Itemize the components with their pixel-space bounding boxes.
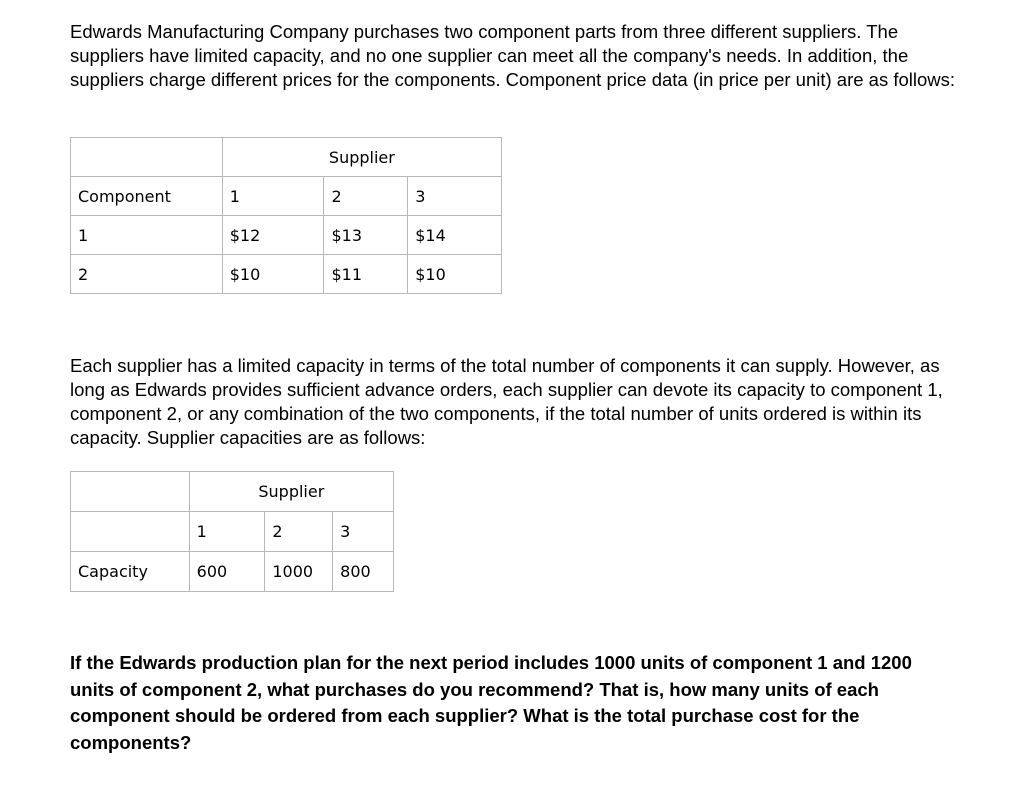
table-cell-blank [71, 472, 190, 512]
table-row [71, 216, 502, 255]
supplier-header: Supplier [222, 138, 501, 177]
capacity-cell: 800 [333, 552, 394, 592]
capacity-cell: 600 [189, 552, 265, 592]
price-cell: $10 [222, 255, 324, 294]
capacity-paragraph: Each supplier has a limited capacity in terms of the total number of components it can supply. However, as long as Edwards provides sufficient advance orders, each supplier can devote its capacity to component 1, component 2, or any combination of the two components, if the total number of units ordered is within its capacity. Supplier capacities are as follows: [70, 355, 943, 448]
price-cell: $13 [324, 216, 408, 255]
table-cell-blank [71, 512, 190, 552]
table-row [71, 472, 394, 512]
supplier-number: 1 [222, 177, 324, 216]
table-row [71, 552, 394, 592]
price-cell: $12 [222, 216, 324, 255]
price-cell: $11 [324, 255, 408, 294]
component-price-table [70, 137, 502, 294]
table-row [71, 512, 394, 552]
question-paragraph: If the Edwards production plan for the next period includes 1000 units of component 1 and 1200 units of component 2, what purchases do you recommend? That is, how many units of each component should be ordered from each supplier? What is the total purchase cost for the components? [70, 652, 912, 753]
component-number: 2 [71, 255, 223, 294]
component-number: 1 [71, 216, 223, 255]
price-cell: $10 [408, 255, 502, 294]
table-cell-blank [71, 138, 223, 177]
intro-paragraph: Edwards Manufacturing Company purchases two component parts from three different suppliers. The suppliers have limited capacity, and no one supplier can meet all the company's needs. In addition, the suppliers charge different prices for the components. Component price data (in price per unit) are as follows: [70, 21, 956, 90]
supplier-number: 1 [189, 512, 265, 552]
capacity-cell: 1000 [265, 552, 333, 592]
supplier-number: 3 [408, 177, 502, 216]
table-row [71, 138, 502, 177]
capacity-row-label: Capacity [71, 552, 190, 592]
price-cell: $14 [408, 216, 502, 255]
supplier-capacity-table [70, 471, 394, 592]
component-column-header: Component [71, 177, 223, 216]
table-row [71, 255, 502, 294]
supplier-number: 3 [333, 512, 394, 552]
supplier-number: 2 [265, 512, 333, 552]
supplier-number: 2 [324, 177, 408, 216]
table-row [71, 177, 502, 216]
supplier-header: Supplier [189, 472, 393, 512]
